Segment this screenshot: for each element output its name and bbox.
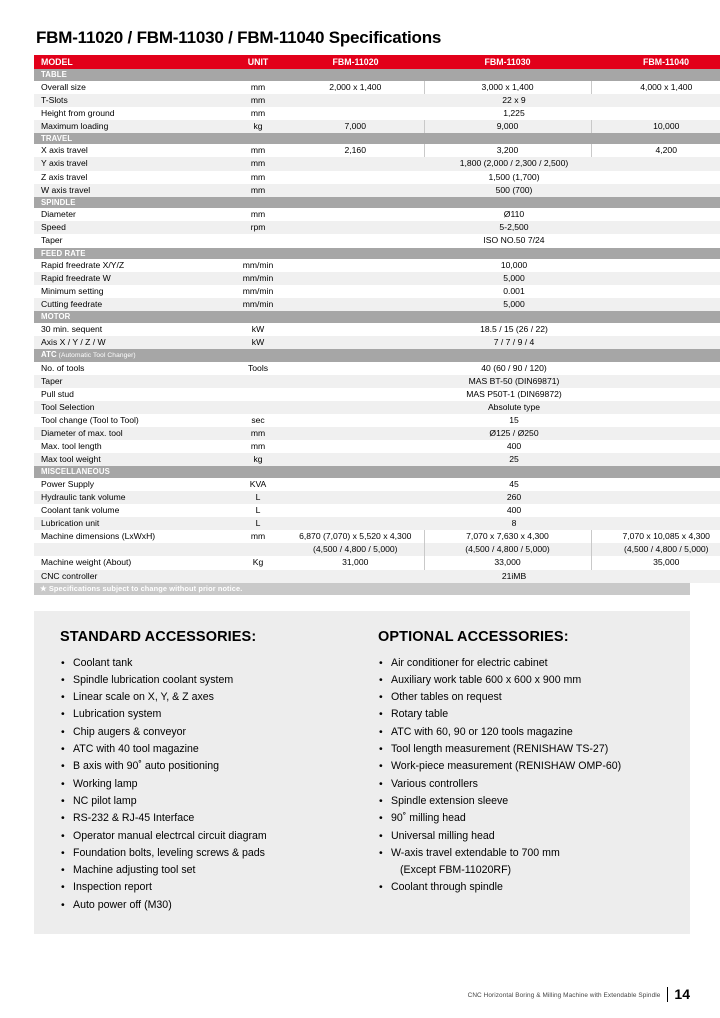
table-cell-unit: mm/min: [229, 272, 287, 285]
table-cell-value: 3,000 x 1,400: [424, 81, 591, 94]
table-cell-label: W axis travel: [34, 184, 229, 197]
table-row: [34, 478, 720, 491]
table-cell-label: Tool change (Tool to Tool): [41, 414, 139, 425]
list-item: • Spindle extension sleeve: [378, 793, 688, 810]
table-cell-value: 9,000: [424, 120, 591, 133]
table-header-cell: FBM-11040: [591, 55, 720, 69]
list-item: • B axis with 90˚ auto positioning: [60, 758, 370, 775]
table-section-label: FEED RATE: [34, 248, 720, 260]
list-item: • Working lamp: [60, 776, 370, 793]
table-row: [34, 517, 720, 530]
table-cell-unit: L: [229, 517, 287, 530]
table-header-row: [34, 55, 720, 69]
table-row: [34, 298, 720, 311]
table-row: [34, 323, 720, 336]
table-cell-value: (4,500 / 4,800 / 5,000): [591, 543, 720, 556]
table-row: [34, 440, 720, 453]
table-cell-value-span: 25: [287, 453, 720, 466]
list-item: • NC pilot lamp: [60, 793, 370, 810]
table-cell-unit: mm: [229, 157, 287, 170]
table-section-row: [34, 349, 720, 362]
table-section-row: [34, 248, 720, 260]
table-cell-label: T-Slots: [34, 94, 229, 107]
list-item: • Operator manual electrcal circuit diagram: [60, 828, 370, 845]
table-cell-value-span: 18.5 / 15 (26 / 22): [480, 323, 548, 334]
list-item: • Foundation bolts, leveling screws & pads: [60, 845, 370, 862]
table-section-row: [34, 311, 720, 323]
list-item: • Machine adjusting tool set: [60, 862, 370, 879]
table-cell-unit: [229, 543, 287, 556]
optional-accessories-column: [370, 629, 688, 914]
table-cell-value-span: 40 (60 / 90 / 120): [481, 362, 547, 373]
footer: [468, 987, 690, 1002]
table-row: [34, 272, 720, 285]
table-row: [34, 120, 720, 133]
table-row: [34, 504, 720, 517]
list-item: • Spindle lubrication coolant system: [60, 672, 370, 689]
page-number: 14: [667, 987, 690, 1002]
table-cell-unit: mm: [229, 94, 287, 107]
table-cell-unit: mm/min: [229, 298, 287, 311]
table-row: [34, 285, 720, 298]
list-item: • Lubrication system: [60, 706, 370, 723]
list-item: • Work-piece measurement (RENISHAW OMP-60): [378, 758, 688, 775]
table-cell-unit: Tools: [247, 362, 269, 373]
table-cell-label: Hydraulic tank volume: [34, 491, 229, 504]
table-cell-unit: [229, 401, 287, 414]
table-cell-unit: Kg: [252, 557, 264, 568]
list-item: • W-axis travel extendable to 700 mm: [378, 845, 688, 862]
table-cell-label: Cutting feedrate: [34, 298, 229, 311]
page-title: FBM-11020 / FBM-11030 / FBM-11040 Specifications: [36, 28, 442, 47]
list-item: • 90˚ milling head: [378, 810, 688, 827]
table-cell-unit: kW: [251, 323, 265, 334]
table-cell-label: Axis X / Y / Z / W: [34, 336, 229, 349]
table-cell-unit: mm: [229, 427, 287, 440]
list-item: • Chip augers & conveyor: [60, 724, 370, 741]
accessories-panel: [34, 611, 690, 934]
table-cell-value-span: MAS P50T-1 (DIN69872): [466, 388, 562, 399]
table-cell-label: Power Supply: [41, 478, 95, 489]
table-section-label: MISCELLANEOUS: [34, 466, 720, 478]
list-item: (Except FBM-11020RF): [400, 864, 512, 877]
table-cell-value: (4,500 / 4,800 / 5,000): [287, 543, 424, 556]
table-cell-label: Minimum setting: [41, 286, 104, 297]
table-header-cell: UNIT: [229, 55, 287, 69]
table-row: [34, 171, 720, 184]
table-cell-unit: mm: [250, 81, 266, 92]
table-cell-label: Machine dimensions (LxWxH): [41, 531, 156, 542]
table-cell-value-span: 260: [287, 491, 720, 504]
table-cell-unit: L: [229, 491, 287, 504]
specifications-table: [34, 55, 720, 583]
list-item: • Air conditioner for electric cabinet: [378, 655, 688, 672]
table-row: [34, 401, 720, 414]
table-cell-label: Lubrication unit: [34, 517, 229, 530]
table-cell-unit: mm: [229, 184, 287, 197]
table-cell-label: Max. tool length: [41, 441, 102, 452]
list-item: • Tool length measurement (RENISHAW TS-27): [378, 741, 688, 758]
table-row: [34, 234, 720, 247]
table-header-cell: FBM-11030: [424, 55, 591, 69]
table-row: [34, 208, 720, 221]
table-cell-value: 2,160: [344, 145, 366, 156]
table-section-label: ATC (Automatic Tool Changer): [34, 349, 720, 362]
table-cell-value-span: 8: [287, 517, 720, 530]
table-cell-unit: mm: [250, 145, 266, 156]
table-cell-value: 7,070 x 7,630 x 4,300: [424, 530, 591, 543]
table-cell-label: CNC controller: [34, 570, 229, 583]
table-cell-value-span: Absolute type: [287, 401, 720, 414]
table-cell-value-span: ISO NO.50 7/24: [483, 235, 545, 246]
optional-accessories-list: [378, 655, 688, 897]
table-cell-value: 7,070 x 10,085 x 4,300: [591, 530, 720, 543]
table-cell-value-span: 10,000: [500, 260, 528, 271]
table-cell-label: Y axis travel: [34, 157, 229, 170]
table-cell-unit: mm: [250, 441, 266, 452]
footer-caption: CNC Horizontal Boring & Milling Machine with Extendable Spindle: [467, 992, 661, 999]
table-cell-value: 3,200: [424, 144, 591, 157]
table-cell-unit: [229, 570, 287, 583]
table-cell-value-span: 5,000: [287, 298, 720, 311]
table-cell-unit: mm: [250, 107, 266, 118]
table-cell-label: Coolant tank volume: [41, 505, 120, 516]
table-cell-unit: [229, 234, 287, 247]
table-cell-label: Taper: [41, 235, 63, 246]
table-row: [34, 543, 720, 556]
list-item: • Rotary table: [378, 706, 688, 723]
table-cell-label: Z axis travel: [41, 171, 88, 182]
table-cell-unit: kg: [229, 120, 287, 133]
list-item: • Coolant through spindle: [378, 879, 688, 896]
table-cell-unit: sec: [251, 414, 265, 425]
list-item: • Various controllers: [378, 776, 688, 793]
table-section-row: [34, 197, 720, 209]
table-row: [34, 388, 720, 401]
table-cell-unit: mm: [250, 209, 266, 220]
table-row: [34, 81, 720, 94]
table-cell-value-span: 400: [506, 441, 522, 452]
table-cell-value-span: 15: [509, 414, 519, 425]
table-cell-value-span: 22 x 9: [287, 94, 720, 107]
list-item: • RS-232 & RJ-45 Interface: [60, 810, 370, 827]
table-cell-label: Rapid freedrate W: [34, 272, 229, 285]
table-cell-label: Overall size: [41, 81, 86, 92]
table-row: [34, 362, 720, 375]
table-cell-value-span: 7 / 7 / 9 / 4: [287, 336, 720, 349]
list-item: • Universal milling head: [378, 828, 688, 845]
table-header-cell: FBM-11020: [287, 55, 424, 69]
spec-note: ★ Specifications subject to change without prior notice.: [34, 583, 690, 595]
table-cell-value-span: 5-2,500: [287, 221, 720, 234]
table-cell-value: 4,000 x 1,400: [591, 81, 720, 94]
table-cell-value-span: 5,000: [287, 272, 720, 285]
table-section-label: TRAVEL: [34, 133, 720, 145]
table-cell-label: Taper: [34, 375, 229, 388]
table-cell-value-span: 45: [509, 478, 519, 489]
table-cell-label: Speed: [34, 221, 229, 234]
table-cell-value-span: 400: [506, 505, 522, 516]
table-cell-unit: kg: [229, 453, 287, 466]
table-cell-unit: [229, 388, 287, 401]
table-cell-label: Max tool weight: [34, 453, 229, 466]
table-cell-label: Machine weight (About): [41, 557, 132, 568]
table-cell-label: No. of tools: [41, 362, 85, 373]
table-cell-value: 33,000: [424, 556, 591, 569]
standard-accessories-list: [60, 655, 370, 914]
table-cell-value: 4,200: [591, 144, 720, 157]
optional-accessories-title: OPTIONAL ACCESSORIES:: [378, 628, 569, 645]
table-row: [34, 570, 720, 583]
table-row: [34, 414, 720, 427]
table-cell-value-span: 1,225: [503, 107, 525, 118]
table-cell-value-span: Ø125 / Ø250: [287, 427, 720, 440]
table-section-row: [34, 466, 720, 478]
table-cell-value: 6,870 (7,070) x 5,520 x 4,300: [299, 531, 412, 542]
table-cell-unit: L: [255, 505, 261, 516]
table-cell-value: 35,000: [591, 556, 720, 569]
table-cell-value-span: 500 (700): [287, 184, 720, 197]
table-row: [34, 375, 720, 388]
table-section-row: [34, 133, 720, 145]
list-item: • Inspection report: [60, 879, 370, 896]
table-cell-unit: KVA: [249, 478, 267, 489]
table-cell-value-span: MAS BT-50 (DIN69871): [287, 375, 720, 388]
list-item: • Auto power off (M30): [60, 897, 370, 914]
table-cell-value: 7,000: [287, 120, 424, 133]
table-cell-label: Pull stud: [41, 388, 74, 399]
table-row: [34, 144, 720, 157]
table-cell-label: Height from ground: [41, 107, 115, 118]
table-cell-unit: mm/min: [242, 260, 274, 271]
table-header-cell: MODEL: [34, 55, 229, 69]
table-cell-value: 2,000 x 1,400: [329, 81, 382, 92]
table-cell-label: Rapid freedrate X/Y/Z: [41, 260, 125, 271]
list-item: • Linear scale on X, Y, & Z axes: [60, 689, 370, 706]
table-cell-value-span: 1,500 (1,700): [488, 171, 540, 182]
list-item: • ATC with 60, 90 or 120 tools magazine: [378, 724, 688, 741]
table-cell-label: Diameter of max. tool: [34, 427, 229, 440]
table-section-row: [34, 69, 720, 81]
table-cell-label: Tool Selection: [34, 401, 229, 414]
table-cell-label: X axis travel: [41, 145, 88, 156]
list-item: • ATC with 40 tool magazine: [60, 741, 370, 758]
table-section-label: MOTOR: [34, 311, 720, 323]
table-cell-value-span: 1,800 (2,000 / 2,300 / 2,500): [287, 157, 720, 170]
table-row: [34, 530, 720, 543]
list-item: • Other tables on request: [378, 689, 688, 706]
table-row: [34, 157, 720, 170]
table-row: [34, 184, 720, 197]
table-section-label: TABLE: [34, 69, 720, 81]
table-row: [34, 107, 720, 120]
table-cell-label: Maximum loading: [34, 120, 229, 133]
table-row: [34, 94, 720, 107]
table-row: [34, 453, 720, 466]
list-item: • Auxiliary work table 600 x 600 x 900 mm: [378, 672, 688, 689]
table-cell-value: (4,500 / 4,800 / 5,000): [424, 543, 591, 556]
table-cell-unit: mm: [250, 531, 266, 542]
list-item: • Coolant tank: [60, 655, 370, 672]
table-row: [34, 556, 720, 569]
table-cell-unit: mm/min: [242, 286, 274, 297]
table-row: [34, 259, 720, 272]
table-row: [34, 427, 720, 440]
table-cell-value: 10,000: [591, 120, 720, 133]
standard-accessories-title: STANDARD ACCESSORIES:: [60, 628, 257, 645]
table-cell-value-span: Ø110: [503, 209, 525, 220]
table-row: [34, 491, 720, 504]
table-cell-label: Diameter: [41, 209, 76, 220]
table-cell-unit: rpm: [229, 221, 287, 234]
table-section-sublabel: (Automatic Tool Changer): [56, 352, 136, 360]
table-cell-value-span: 0.001: [503, 286, 525, 297]
table-row: [34, 221, 720, 234]
table-cell-unit: [229, 375, 287, 388]
table-cell-value: 31,000: [342, 557, 369, 568]
table-section-label: SPINDLE: [34, 197, 720, 209]
table-cell-unit: mm: [250, 171, 266, 182]
table-cell-label: 30 min. sequent: [41, 323, 103, 334]
table-cell-value-span: 21iMB: [287, 570, 720, 583]
table-row: [34, 336, 720, 349]
table-cell-unit: kW: [229, 336, 287, 349]
table-cell-label: [34, 543, 229, 556]
standard-accessories-column: [60, 629, 370, 914]
